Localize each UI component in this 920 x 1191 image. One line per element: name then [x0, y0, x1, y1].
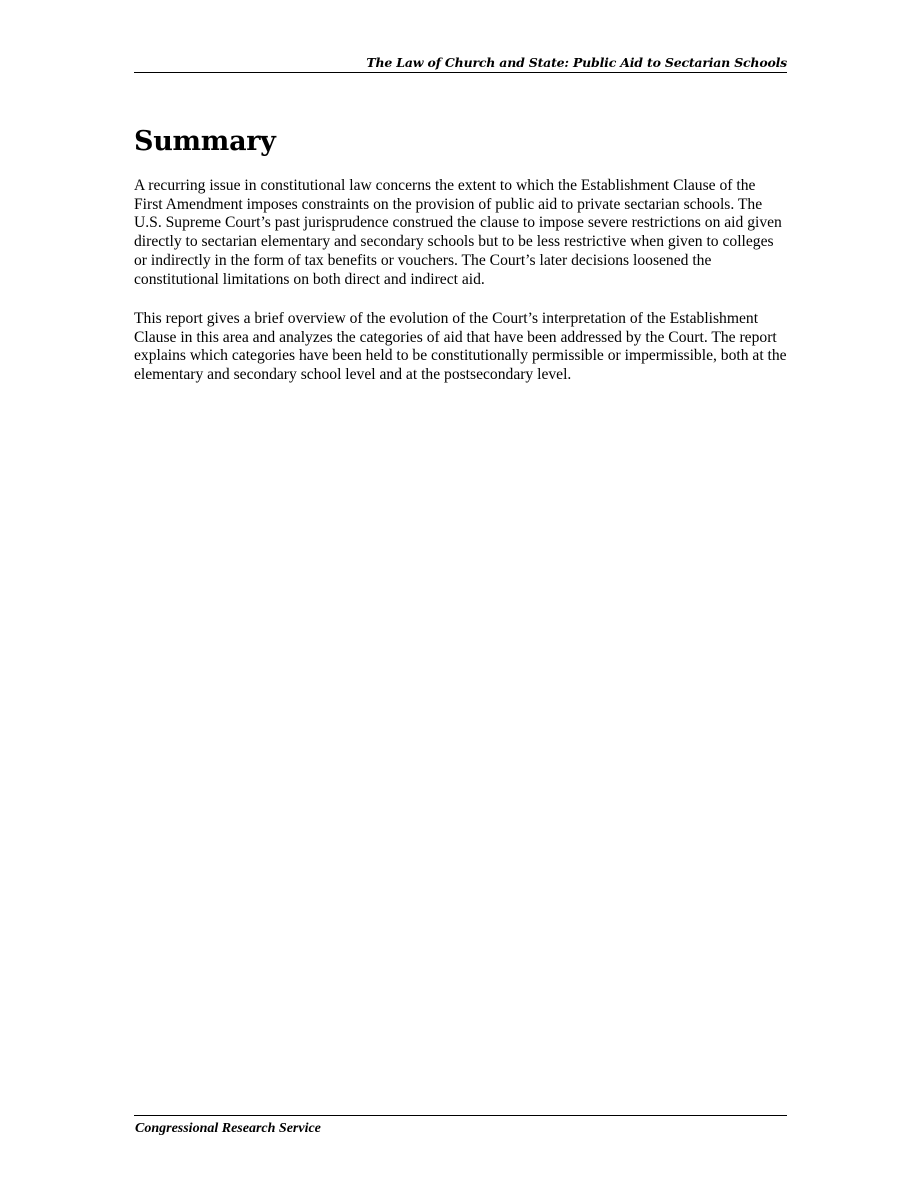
- header-rule: [134, 72, 787, 73]
- running-header-title: The Law of Church and State: Public Aid to Sectarian Schools: [366, 55, 787, 70]
- summary-paragraph-1: A recurring issue in constitutional law concerns the extent to which the Establishment Clause of the First Amendment imposes constraints on the provision of public aid to private sectarian schools. The U.S. Supreme Court’s past jurisprudence construed the clause to impose severe restrictions on aid given directly to sectarian elementary and secondary schools but to be less restrictive when given to colleges or indirectly in the form of tax benefits or vouchers. The Court’s later decisions loosened the constitutional limitations on both direct and indirect aid.: [134, 177, 782, 288]
- footer-rule: [134, 1115, 787, 1116]
- summary-paragraph-2: This report gives a brief overview of the evolution of the Court’s interpretation of the Establishment Clause in this area and analyzes the categories of aid that have been addressed by the Court. The report explains which categories have been held to be constitutionally permissible or impermissible, both at the elementary and secondary school level and at the postsecondary level.: [134, 310, 787, 384]
- section-title: Summary: [134, 126, 276, 157]
- running-footer-organization: Congressional Research Service: [135, 1121, 321, 1136]
